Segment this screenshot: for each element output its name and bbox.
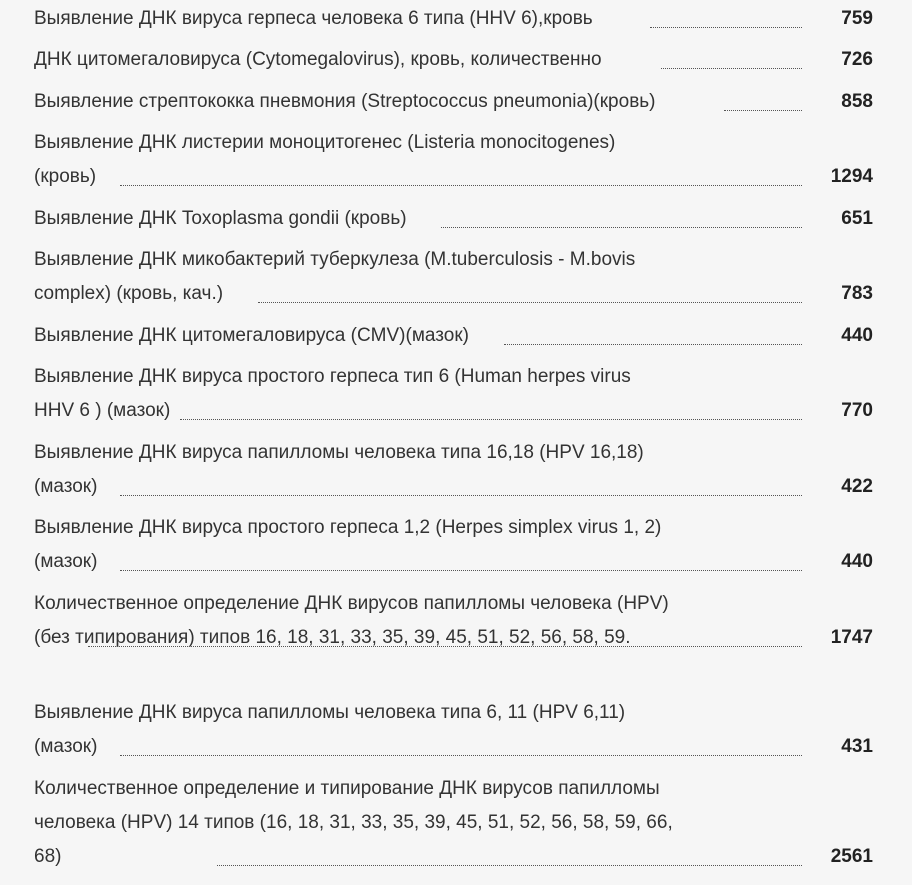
price-row[interactable] — [34, 587, 876, 655]
dot-leader — [120, 570, 802, 571]
service-price: 1294 — [830, 166, 873, 187]
price-row[interactable] — [34, 202, 876, 236]
service-price: 726 — [841, 49, 873, 70]
service-price: 440 — [841, 551, 873, 572]
dot-leader — [504, 344, 802, 345]
price-row[interactable] — [34, 360, 876, 428]
service-name: Количественное определение ДНК вирусов папилломы человека (HPV)(без типирования) типов 16, 18, 31, 33, 35, 39, 45, 51, 52, 56, 58, 59. — [34, 593, 669, 648]
price-row[interactable] — [34, 243, 876, 311]
service-name: Выявление ДНК вируса папилломы человека типа 6, 11 (HPV 6,11) (мазок) — [34, 702, 626, 757]
service-price: 440 — [841, 325, 873, 346]
dot-leader — [258, 302, 802, 303]
service-name: Выявление ДНК Toxoplasma gondii (кровь) — [34, 208, 407, 229]
dot-leader — [180, 419, 802, 420]
price-row[interactable] — [34, 511, 876, 579]
service-name: Выявление ДНК вируса герпеса человека 6 типа (HHV 6),кровь — [34, 8, 593, 29]
service-price: 431 — [841, 736, 873, 757]
service-name: Выявление ДНК вируса папилломы человека типа 16,18 (HPV 16,18) (мазок) — [34, 442, 644, 497]
service-price: 422 — [841, 476, 873, 497]
service-name: Выявление ДНК вируса простого герпеса тип 6 (Human herpes virus HHV 6 ) (мазок) — [34, 366, 631, 421]
dot-leader — [120, 755, 802, 756]
service-name: Количественное определение и типирование ДНК вирусов папилломы человека (HPV) 14 типов (16, 18, 31, 33, 35, 39, 45, 51, 52, 56, 58, 59, 66, 68) — [34, 778, 673, 867]
service-price: 783 — [841, 283, 873, 304]
dot-leader — [650, 27, 802, 28]
price-row[interactable] — [34, 319, 876, 353]
price-row[interactable] — [34, 85, 876, 119]
service-name: Выявление ДНК цитомегаловируса (CMV)(мазок) — [34, 325, 469, 346]
service-price: 2561 — [830, 846, 873, 867]
service-price: 770 — [841, 400, 873, 421]
dot-leader — [120, 495, 802, 496]
price-row[interactable] — [34, 43, 876, 77]
dot-leader — [217, 865, 802, 866]
price-row[interactable] — [34, 696, 876, 764]
dot-leader — [724, 110, 802, 111]
price-row[interactable] — [34, 2, 876, 36]
service-name: Выявление ДНК вируса простого герпеса 1,2 (Herpes simplex virus 1, 2) (мазок) — [34, 517, 662, 572]
service-name: ДНК цитомегаловируса (Cytomegalovirus), кровь, количественно — [34, 49, 602, 70]
service-name: Выявление стрептококка пневмония (Streptococcus pneumonia)(кровь) — [34, 91, 656, 112]
service-name: Выявление ДНК листерии моноцитогенес (Listeria monocitogenes) (кровь) — [34, 132, 616, 187]
service-name: Выявление ДНК микобактерий туберкулеза (M.tuberculosis - M.bovis complex) (кровь, кач.) — [34, 249, 636, 304]
price-row[interactable] — [34, 126, 876, 194]
dot-leader — [441, 227, 802, 228]
service-price: 858 — [841, 91, 873, 112]
service-price: 1747 — [830, 627, 873, 648]
price-row[interactable] — [34, 436, 876, 504]
service-price: 759 — [841, 8, 873, 29]
service-price: 651 — [841, 208, 873, 229]
dot-leader — [661, 68, 802, 69]
price-row[interactable] — [34, 772, 876, 874]
dot-leader — [88, 646, 802, 647]
dot-leader — [120, 185, 802, 186]
